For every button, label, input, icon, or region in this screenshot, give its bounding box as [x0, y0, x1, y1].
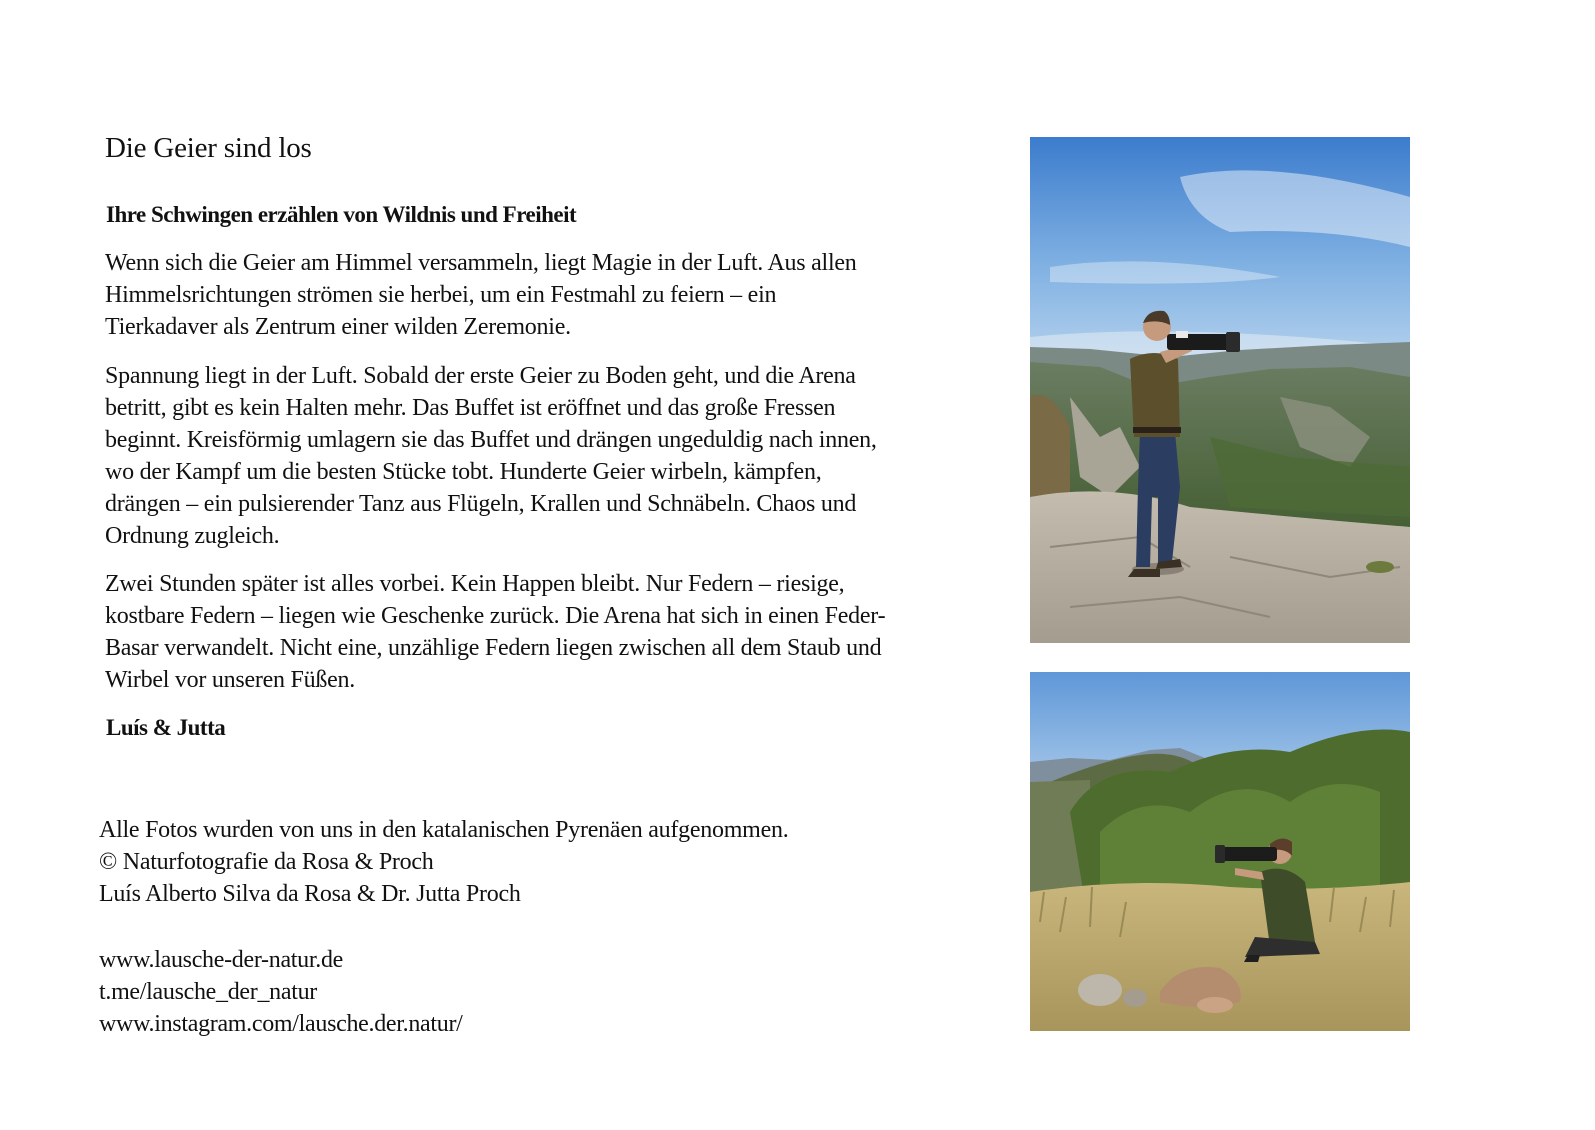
paragraph-3 [105, 568, 1005, 696]
website-link[interactable]: www.lausche-der-natur.de [99, 947, 343, 973]
landscape-photo-image [1030, 672, 1410, 1031]
credit-line: Alle Fotos wurden von uns in den katalanischen Pyrenäen aufgenommen. [99, 817, 789, 843]
article-subtitle: Ihre Schwingen erzählen von Wildnis und Freiheit [106, 202, 577, 227]
paragraph-line: betritt, gibt es kein Halten mehr. Das Buffet ist eröffnet und das große Fressen [105, 395, 836, 421]
photo-credits [99, 814, 789, 910]
paragraph-line: Himmelsrichtungen strömen sie herbei, um ein Festmahl zu feiern – ein [105, 282, 777, 308]
paragraph-line: Wenn sich die Geier am Himmel versammeln, liegt Magie in der Luft. Aus allen [105, 250, 857, 276]
paragraph-2 [105, 360, 1005, 552]
article-title: Die Geier sind los [105, 132, 312, 164]
paragraph-line: beginnt. Kreisförmig umlagern sie das Buffet und drängen ungeduldig nach innen, [105, 427, 877, 453]
credit-line: Luís Alberto Silva da Rosa & Dr. Jutta Proch [99, 881, 521, 907]
paragraph-line: Ordnung zugleich. [105, 523, 280, 549]
photo-photographer-in-grass [1030, 672, 1410, 1031]
paragraph-line: Basar verwandelt. Nicht eine, unzählige Federn liegen zwischen all dem Staub und [105, 635, 882, 661]
telegram-link[interactable]: t.me/lausche_der_natur [99, 979, 317, 1005]
landscape-photo-image [1030, 137, 1410, 643]
copyright-line: © Naturfotografie da Rosa & Proch [99, 849, 434, 875]
paragraph-1 [105, 247, 1005, 343]
photo-photographer-on-cliff [1030, 137, 1410, 643]
paragraph-line: wo der Kampf um die besten Stücke tobt. Hunderte Geier wirbeln, kämpfen, [105, 459, 822, 485]
author-signature: Luís & Jutta [106, 715, 226, 740]
instagram-link[interactable]: www.instagram.com/lausche.der.natur/ [99, 1011, 463, 1037]
paragraph-line: Spannung liegt in der Luft. Sobald der erste Geier zu Boden geht, und die Arena [105, 363, 856, 389]
paragraph-line: Tierkadaver als Zentrum einer wilden Zeremonie. [105, 314, 571, 340]
paragraph-line: Wirbel vor unseren Füßen. [105, 667, 356, 693]
paragraph-line: Zwei Stunden später ist alles vorbei. Kein Happen bleibt. Nur Federn – riesige, [105, 571, 845, 597]
paragraph-line: kostbare Federn – liegen wie Geschenke zurück. Die Arena hat sich in einen Feder- [105, 603, 886, 629]
paragraph-line: drängen – ein pulsierender Tanz aus Flügeln, Krallen und Schnäbeln. Chaos und [105, 491, 857, 517]
link-list [99, 944, 463, 1040]
